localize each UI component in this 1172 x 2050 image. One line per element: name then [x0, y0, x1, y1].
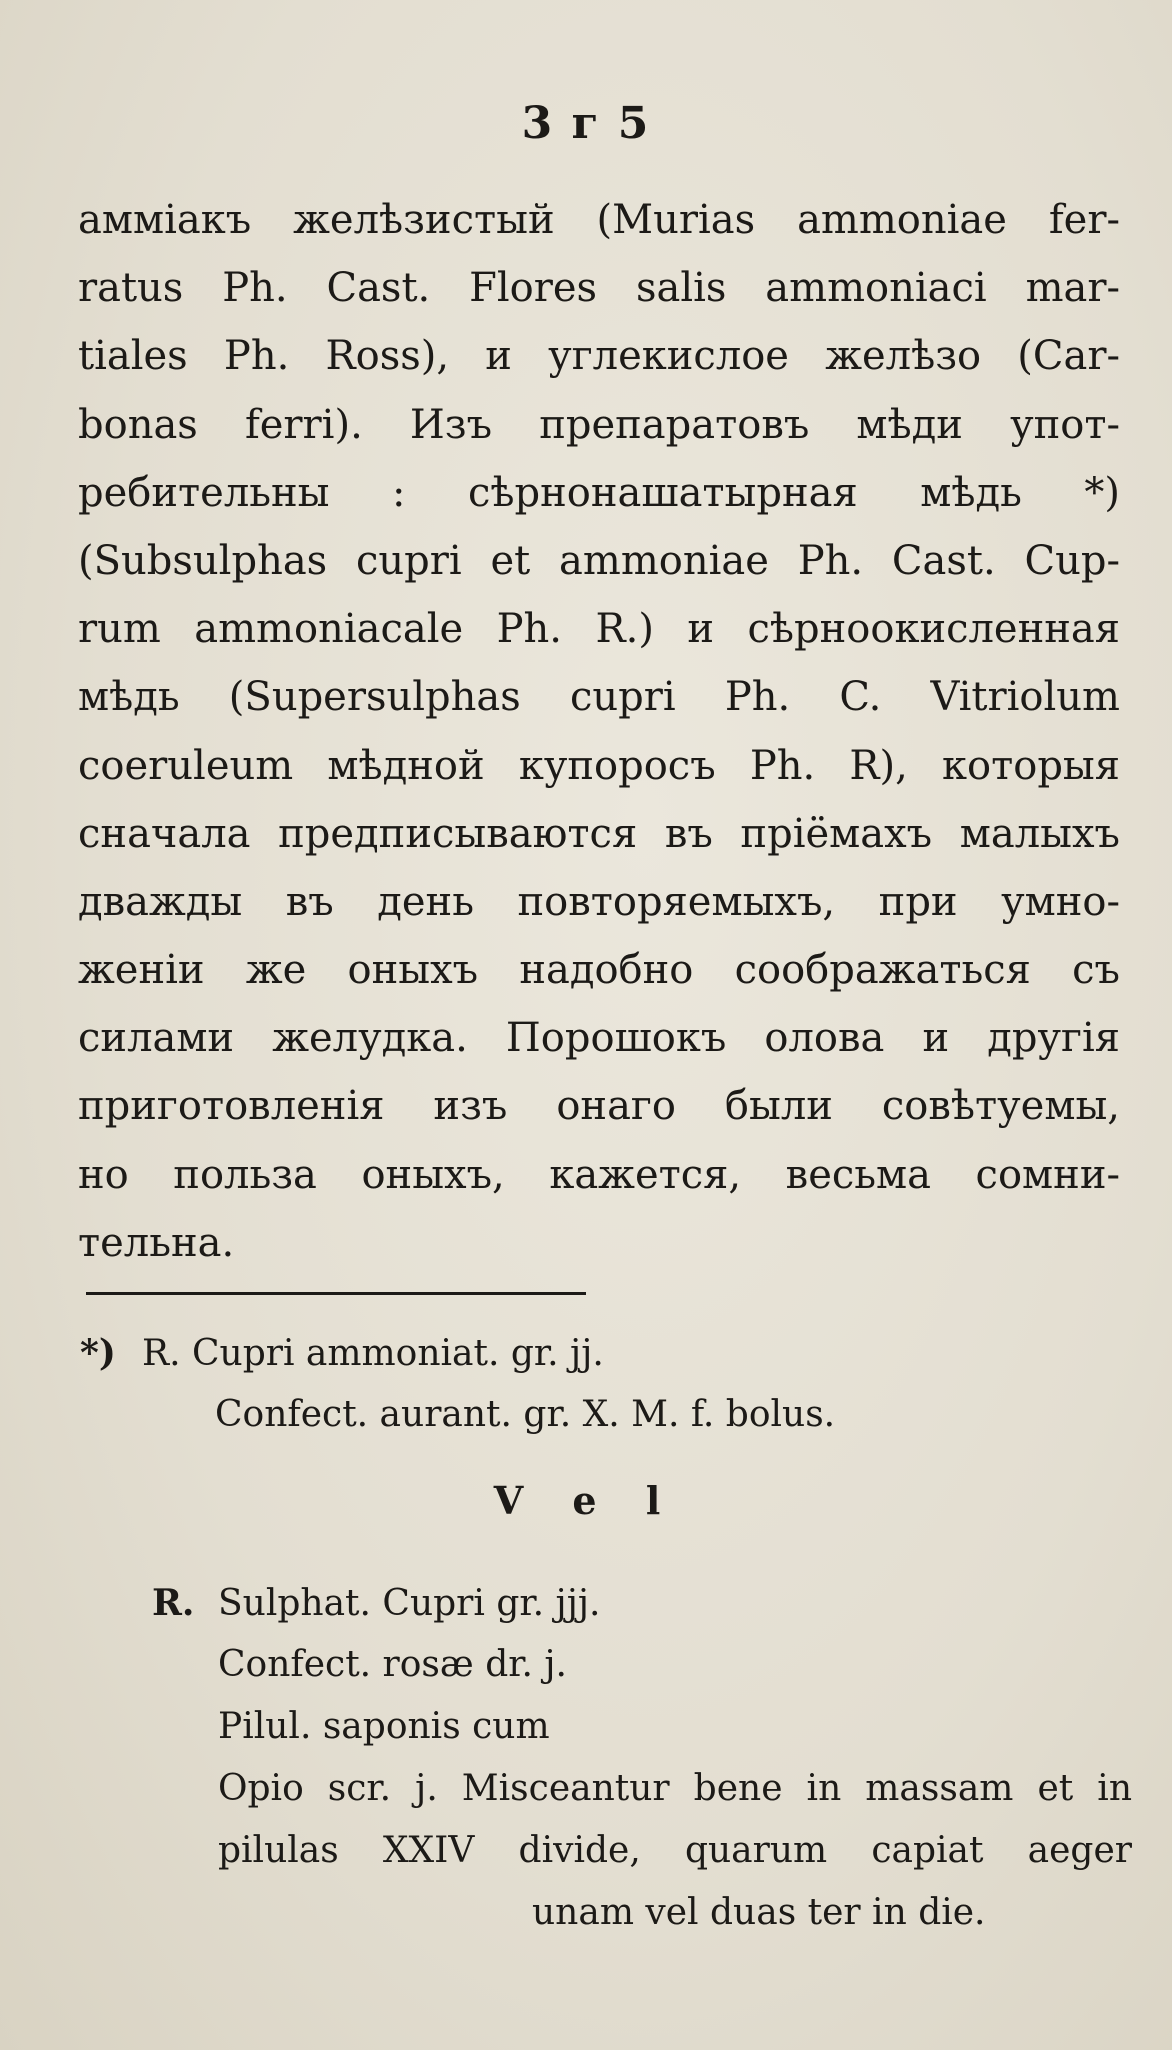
body-line: coeruleum мѣдной купоросъ Ph. R), которыя: [78, 742, 1120, 789]
recipe-line: [152, 1572, 1132, 1634]
body-line-last: тельна.: [78, 1219, 235, 1266]
recipe-text: Sulphat. Cupri gr. jjj.: [218, 1583, 601, 1624]
recipe-line: Confect. rosæ dr. j.: [218, 1644, 567, 1685]
footnote-text: R. Cupri ammoniat. gr. jj.: [142, 1333, 604, 1374]
body-line: женiи же оныхъ надобно соображаться съ: [78, 947, 1120, 994]
body-line: ребительны : сѣрнонашатырная мѣдь *): [78, 469, 1120, 516]
recipe: [152, 1572, 1132, 1944]
recipe-line: Opio scr. j. Misceantur bene in massam et in: [218, 1768, 1132, 1809]
body-line: приготовленiя изъ онаго были совѣтуемы,: [78, 1083, 1120, 1130]
separator-word: V e l: [493, 1478, 679, 1523]
body-text: [78, 186, 1120, 1277]
body-line: дважды въ день повторяемыхъ, при умно-: [78, 878, 1120, 925]
body-line: силами желудка. Порошокъ олова и другiя: [78, 1015, 1120, 1062]
recipe-line: unam vel duas ter in die.: [532, 1892, 986, 1933]
body-line: сначала предписываются въ прiёмахъ малыхъ: [78, 810, 1120, 857]
footnote: [80, 1322, 1140, 1446]
footnote-marker: *): [80, 1332, 116, 1374]
body-line: мѣдь (Supersulphas cupri Ph. C. Vitriolum: [78, 674, 1120, 721]
body-line: но польза оныхъ, кажется, весьма сомни-: [78, 1151, 1120, 1198]
footnote-line: [80, 1322, 1140, 1384]
body-line: bonas ferri). Изъ препаратовъ мѣди упот-: [78, 401, 1120, 448]
body-line: rum ammoniacale Ph. R.) и сѣрноокисленная: [78, 606, 1120, 653]
body-line: аммiакъ желѣзистый (Murias ammoniae fer-: [78, 197, 1120, 243]
footnote-divider: [86, 1292, 586, 1295]
footnote-line: Confect. aurant. gr. X. M. f. bolus.: [215, 1394, 836, 1435]
recipe-line: Pilul. saponis cum: [218, 1706, 550, 1747]
body-line: (Subsulphas cupri et ammoniae Ph. Cast. Cup-: [78, 537, 1120, 584]
body-line: ratus Ph. Cast. Flores salis ammoniaci mar-: [78, 265, 1120, 312]
page-number: 3 г 5: [521, 98, 651, 149]
recipe-line: pilulas XXIV divide, quarum capiat aeger: [218, 1830, 1132, 1871]
body-line: tiales Ph. Ross), и углекислое желѣзо (Car-: [78, 333, 1120, 380]
recipe-lead: R.: [152, 1582, 195, 1624]
